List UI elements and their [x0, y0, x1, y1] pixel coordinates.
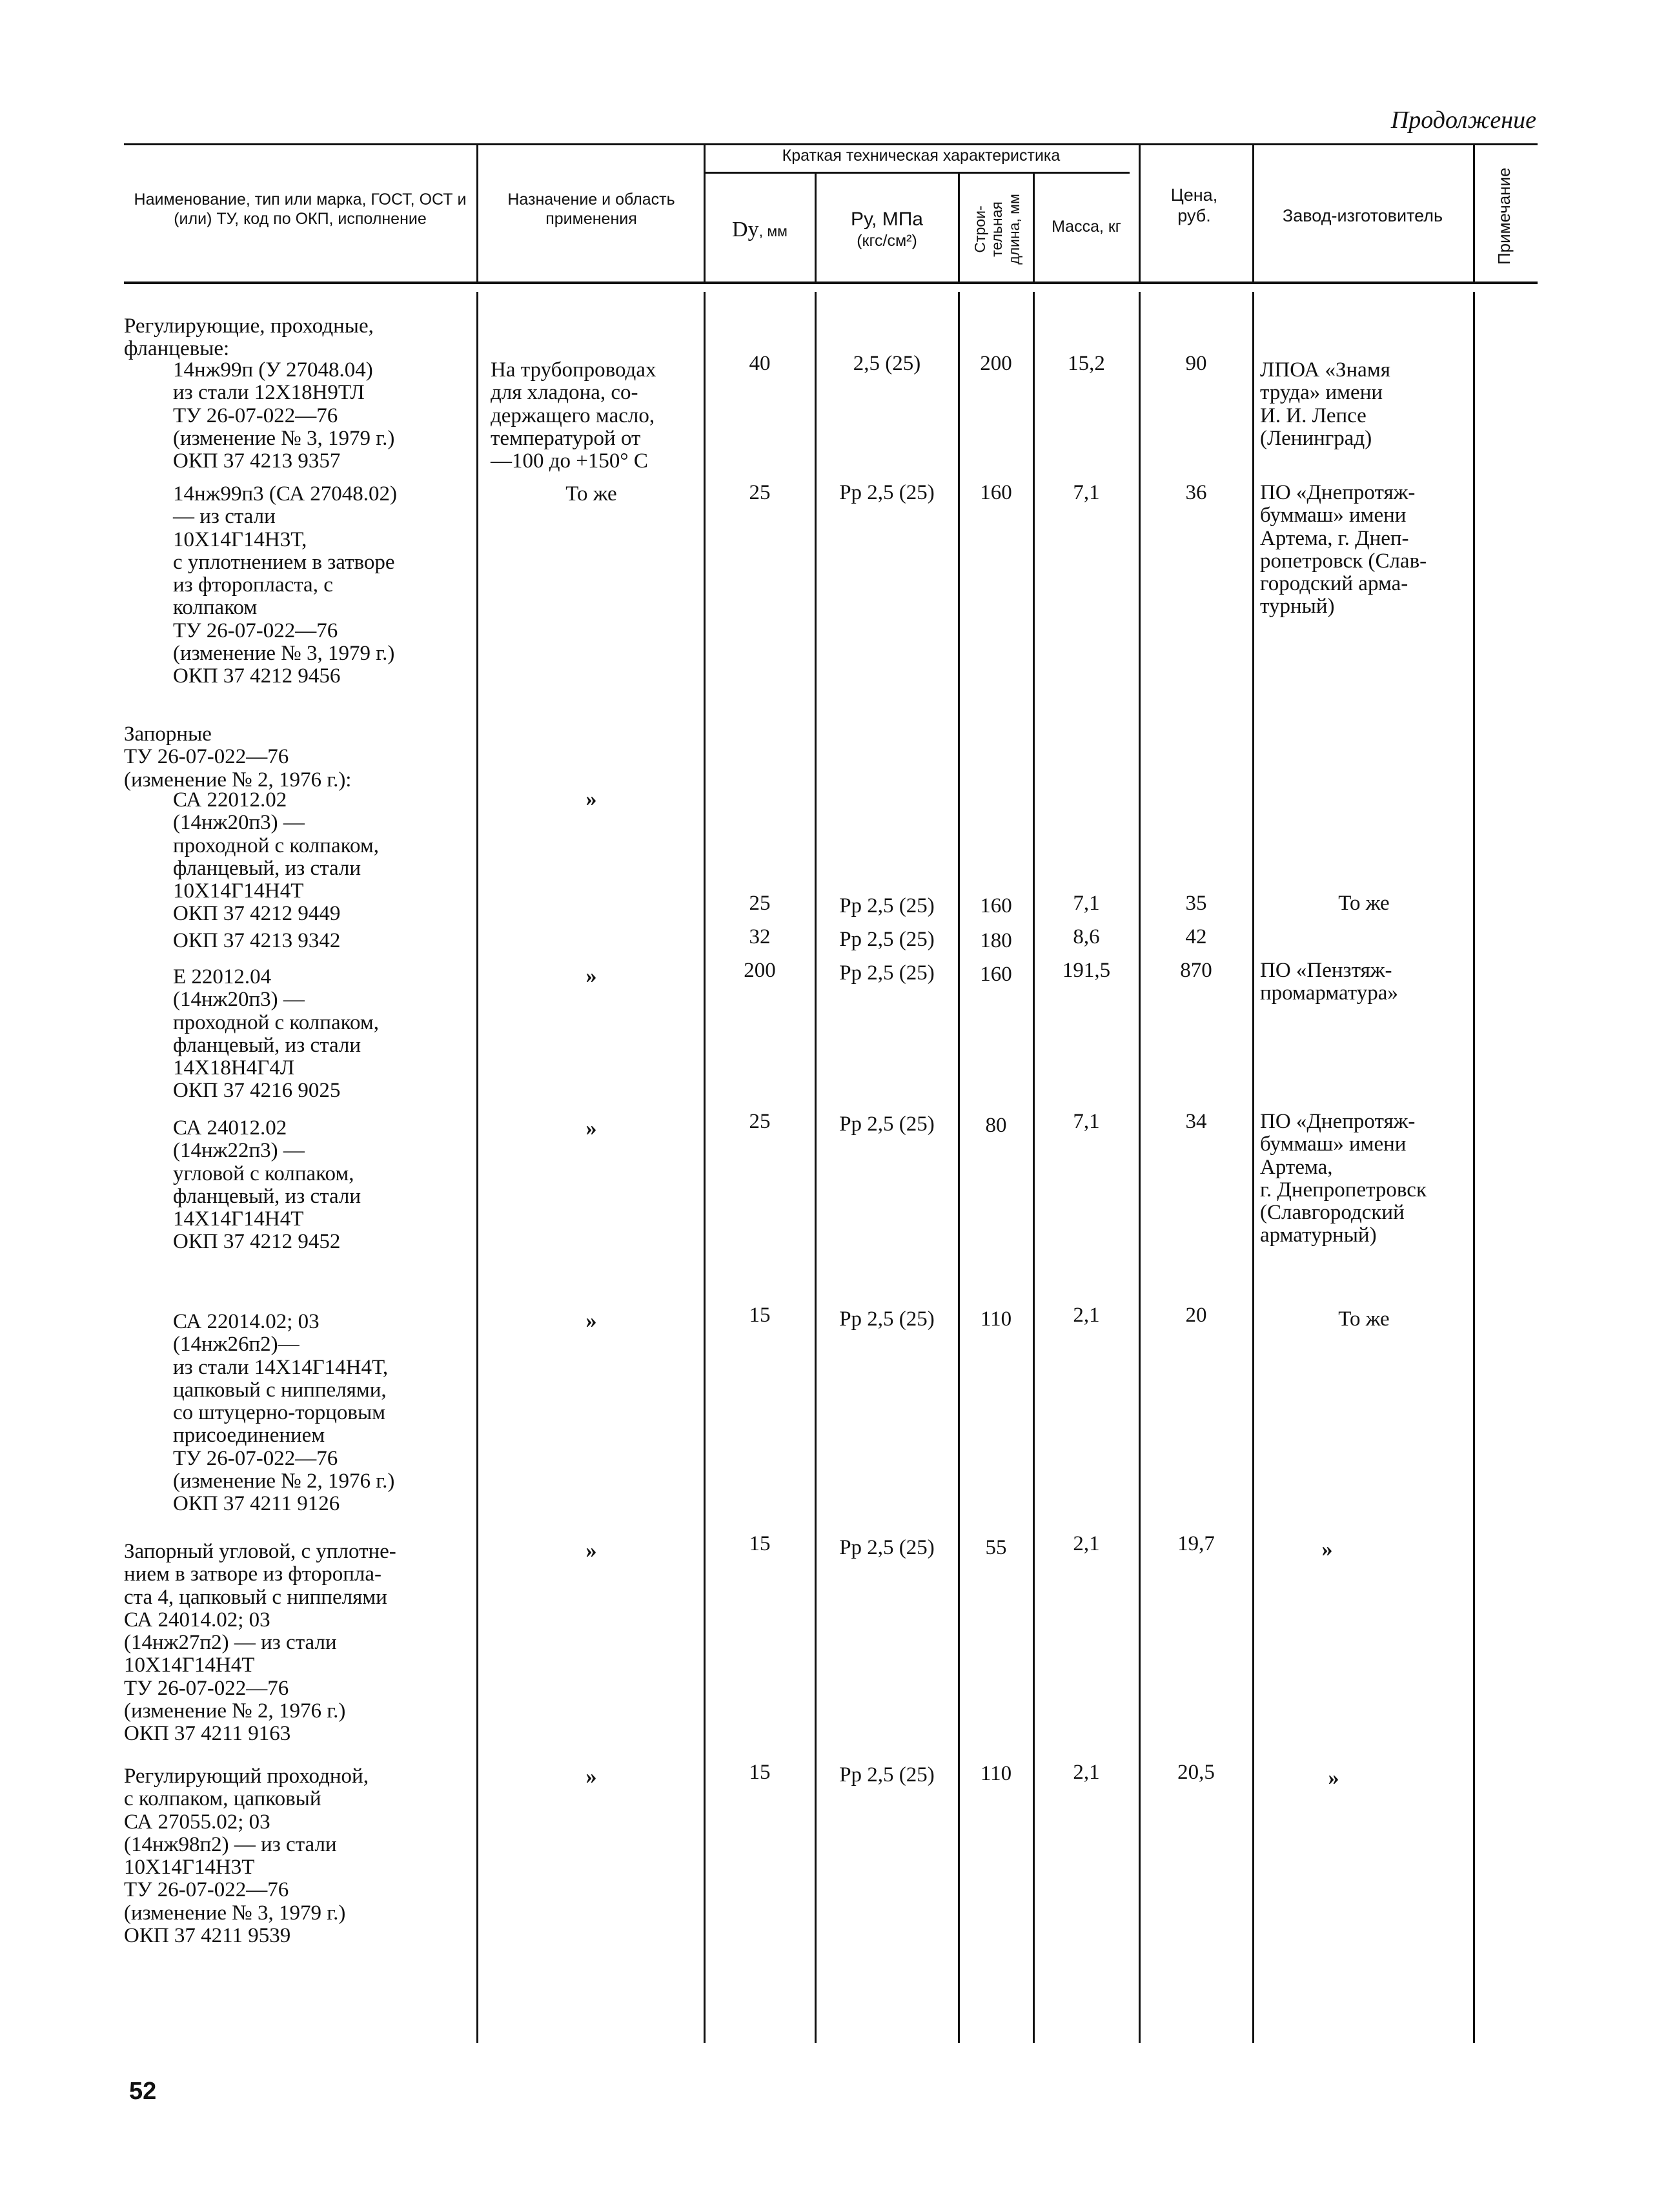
row-10-dy: 15 [749, 1761, 771, 1784]
body-sep-length [1033, 292, 1035, 2043]
col-sep-price [1252, 143, 1254, 283]
row-7-mass: 7,1 [1073, 1110, 1100, 1133]
header-name: Наименование, тип или марка, ГОСТ, ОСТ и (или) ТУ, код по ОКП, исполнение [134, 190, 467, 228]
header-dy-unit: , мм [758, 223, 788, 240]
row-8-name: СА 22014.02; 03 (14нж26п2)— из стали 14Х14Г14Н4Т, цапковый с ниппелями, со штуцерно-торцовым присоединением ТУ 26-07-022—76 (изменение № 2, 1976 г.) ОКП 37 4211 9126 [173, 1310, 395, 1516]
row-2-dy: 25 [749, 481, 771, 504]
row-7-maker: ПО «Днепротяж- буммаш» имени Артема, г. Днепропетровск (Славгородский арматурный) [1260, 1110, 1427, 1247]
header-length: Строи- тельная длина, мм [971, 194, 1022, 265]
row-7-name: СА 24012.02 (14нж22п3) — угловой с колпаком, фланцевый, из стали 14Х14Г14Н4Т ОКП 37 4212 9452 [173, 1116, 361, 1254]
row-4-length: 160 [980, 894, 1012, 917]
continuation-label: Продолжение [1390, 107, 1536, 134]
row-4-maker: То же [1338, 892, 1390, 915]
row-8-price: 20 [1185, 1304, 1207, 1327]
row-5-py: Pр 2,5 (25) [839, 928, 935, 951]
row-2-price: 36 [1185, 481, 1207, 504]
row-10-name: Регулирующий проходной, с колпаком, цапковый СА 27055.02; 03 (14нж98п2) — из стали 10Х14Г14Н3Т ТУ 26-07-022—76 (изменение № 3, 1979 г.) ОКП 37 4211 9539 [124, 1765, 369, 1948]
col-sep-maker [1473, 143, 1475, 283]
row-10-maker: » [1328, 1766, 1339, 1790]
row-1-py: 2,5 (25) [853, 352, 921, 375]
row-1-price: 90 [1185, 352, 1207, 375]
row-10-py: Pр 2,5 (25) [839, 1763, 935, 1787]
col-sep-dy [815, 172, 817, 283]
row-2-mass: 7,1 [1073, 481, 1100, 504]
row-10-purpose: » [585, 1765, 597, 1788]
header-tech: Краткая техническая характеристика [782, 147, 1061, 165]
row-4-price: 35 [1185, 892, 1207, 915]
row-7-py: Pр 2,5 (25) [839, 1112, 935, 1136]
row-2-purpose: То же [565, 482, 617, 506]
header-mass: Масса, кг [1052, 218, 1121, 236]
row-9-price: 19,7 [1177, 1532, 1215, 1555]
header-py-unit: (кгс/см²) [857, 232, 917, 250]
header-py [817, 208, 957, 251]
row-2-name: 14нж99п3 (СА 27048.02) — из стали 10Х14Г14Н3Т, с уплотнением в затворе из фторопласта, с колпаком ТУ 26-07-022—76 (изменение № 3, 1979 г.) ОКП 37 4212 9456 [173, 482, 398, 688]
row-6-py: Pр 2,5 (25) [839, 961, 935, 985]
row-6-dy: 200 [744, 959, 776, 982]
body-sep-purpose [704, 292, 706, 2043]
col-sep-mass [1139, 143, 1141, 283]
row-9-name: Запорный угловой, с уплотне- нием в затворе из фторопла- ста 4, цапковый с ниппелями СА 24014.02; 03 (14нж27п2) — из стали 10Х14Г14Н4Т ТУ 26-07-022—76 (изменение № 2, 1976 г.) ОКП 37 4211 9163 [124, 1540, 396, 1746]
row-9-dy: 15 [749, 1532, 771, 1555]
row-4-name: СА 22012.02 (14нж20п3) — проходной с колпаком, фланцевый, из стали 10Х14Г14Н4Т ОКП 37 4212 9449 [173, 788, 379, 926]
header-top-rule [124, 143, 1538, 145]
row-8-length: 110 [980, 1307, 1012, 1331]
body-sep-dy [815, 292, 817, 2043]
header-purpose: Назначение и область применения [507, 190, 675, 228]
row-6-length: 160 [980, 963, 1012, 986]
row-6-mass: 191,5 [1062, 959, 1111, 982]
row-4-dy: 25 [749, 892, 771, 915]
row-9-length: 55 [985, 1536, 1007, 1559]
row-8-py: Pр 2,5 (25) [839, 1307, 935, 1331]
row-2-maker: ПО «Днепротяж- буммаш» имени Артема, г. Днеп- ропетровск (Слав- городский арма- турный) [1260, 481, 1427, 619]
row-6-maker: ПО «Пензтяж- промарматура» [1260, 959, 1398, 1005]
row-7-length: 80 [985, 1114, 1007, 1137]
row-4-purpose: » [585, 787, 597, 811]
row-7-purpose: » [585, 1116, 597, 1140]
row-7-price: 34 [1185, 1110, 1207, 1133]
row-8-purpose: » [585, 1309, 597, 1333]
col-sep-length [1033, 172, 1035, 283]
col-sep-py [958, 172, 960, 283]
row-5-dy: 32 [749, 925, 771, 948]
row-6-name: Е 22012.04 (14нж20п3) — проходной с колпаком, фланцевый, из стали 14Х18Н4Г4Л ОКП 37 4216 9025 [173, 965, 379, 1103]
body-sep-py [958, 292, 960, 2043]
row-1-length: 200 [980, 352, 1012, 375]
row-5-length: 180 [980, 929, 1012, 952]
header-dy-symbol: Dу [732, 218, 759, 241]
header-price: Цена, руб. [1170, 185, 1218, 226]
header-py-label: Pу, МПа [851, 209, 923, 230]
row-0-name: Регулирующие, проходные, фланцевые: [124, 314, 374, 361]
row-10-length: 110 [980, 1762, 1012, 1785]
header-note: Примечание [1494, 167, 1514, 265]
row-1-purpose: На трубопроводах для хладона, со- держащего масло, температурой от —100 до +150° С [491, 358, 656, 473]
row-1-maker: ЛПОА «Знамя труда» имени И. И. Лепсе (Ленинград) [1260, 358, 1390, 450]
col-sep-name [476, 143, 478, 283]
row-9-py: Pр 2,5 (25) [839, 1536, 935, 1559]
row-5-price: 42 [1185, 925, 1207, 948]
row-5-name: ОКП 37 4213 9342 [173, 929, 341, 952]
row-9-mass: 2,1 [1073, 1532, 1100, 1555]
row-8-mass: 2,1 [1073, 1304, 1100, 1327]
row-10-mass: 2,1 [1073, 1761, 1100, 1784]
tech-group-rule [704, 172, 1130, 174]
body-sep-name [476, 292, 478, 2043]
header-bottom-rule [124, 282, 1538, 284]
body-sep-price [1252, 292, 1254, 2043]
row-6-purpose: » [585, 964, 597, 988]
page-number: 52 [129, 2078, 157, 2105]
row-2-length: 160 [980, 481, 1012, 504]
body-sep-mass [1139, 292, 1141, 2043]
row-9-maker: » [1321, 1537, 1333, 1561]
row-3-name: Запорные ТУ 26-07-022—76 (изменение № 2, 1976 г.): [124, 722, 352, 792]
row-5-mass: 8,6 [1073, 925, 1100, 948]
row-1-name: 14нж99п (У 27048.04) из стали 12Х18Н9ТЛ ТУ 26-07-022—76 (изменение № 3, 1979 г.) ОКП 37 4213 9357 [173, 358, 395, 473]
row-9-purpose: » [585, 1539, 597, 1562]
row-8-dy: 15 [749, 1304, 771, 1327]
row-4-mass: 7,1 [1073, 892, 1100, 915]
row-7-dy: 25 [749, 1110, 771, 1133]
row-6-price: 870 [1180, 959, 1212, 982]
col-sep-purpose [704, 143, 706, 283]
row-2-py: Pр 2,5 (25) [839, 481, 935, 504]
row-8-maker: То же [1338, 1307, 1390, 1331]
row-4-py: Pр 2,5 (25) [839, 894, 935, 917]
row-10-price: 20,5 [1177, 1761, 1215, 1784]
row-1-dy: 40 [749, 352, 771, 375]
row-1-mass: 15,2 [1068, 352, 1105, 375]
header-dy [706, 217, 813, 243]
body-sep-maker [1473, 292, 1475, 2043]
header-maker: Завод-изготовитель [1282, 206, 1443, 225]
